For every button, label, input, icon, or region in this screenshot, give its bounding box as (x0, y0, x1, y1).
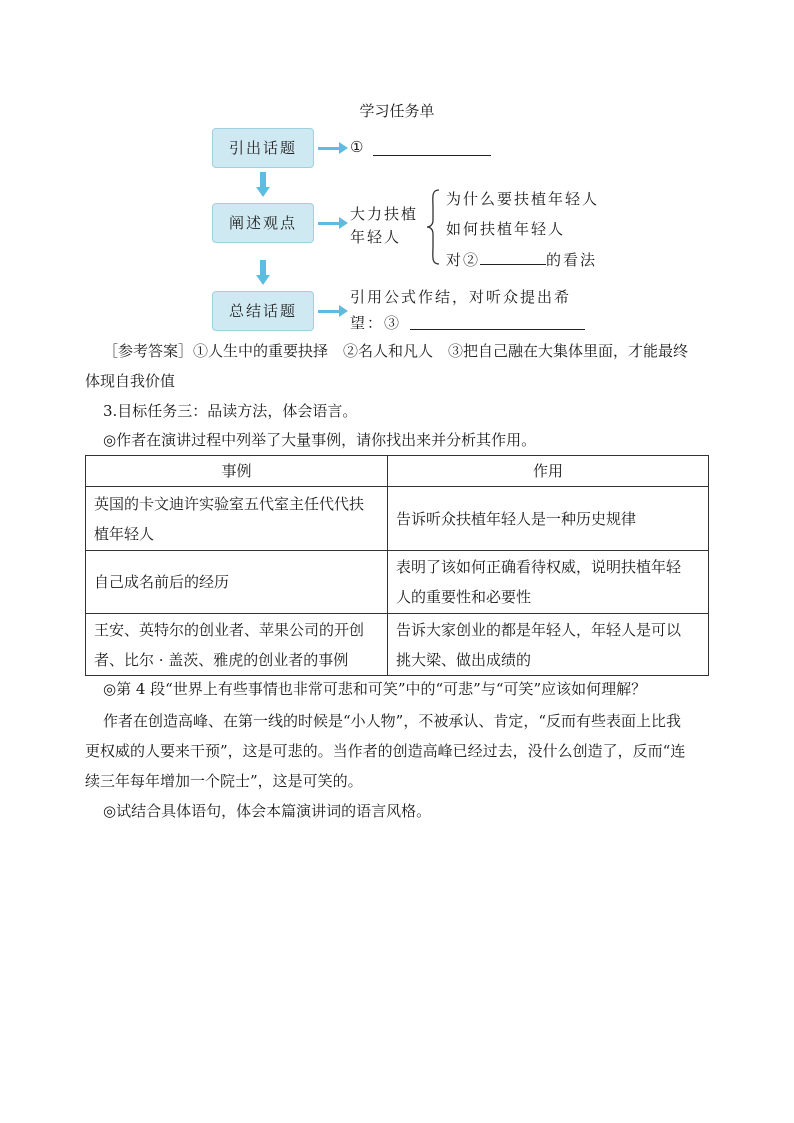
table-cell-effect: 告诉听众扶植年轻人是一种历史规律 (388, 487, 709, 551)
box-summarize-topic: 总结话题 (212, 291, 314, 331)
answer-2-line1: 作者在创造高峰、在第一线的时候是“小人物”，不被承认、肯定，“反而有些表面上比我 (103, 712, 682, 730)
blank-1-label: ① (350, 138, 366, 156)
middle-label-line2: 年轻人 (350, 228, 402, 246)
header-effect: 作用 (388, 456, 709, 487)
box-state-view: 阐述观点 (212, 203, 314, 243)
branch-view (446, 249, 597, 270)
table-cell-effect: 表明了该如何正确看待权威，说明扶植年轻 人的重要性和必要性 (388, 551, 709, 614)
branch-view-suffix: 的看法 (546, 251, 598, 269)
arrow-right-icon (318, 222, 340, 225)
answer-2-line3: 续三年每年增加一个院士”，这是可笑的。 (85, 772, 363, 790)
question-2: ◎第 4 段“世界上有些事情也非常可悲和可笑”中的“可悲”与“可笑”应该如何理解？ (103, 680, 647, 698)
summary-line1: 引用公式作结，对听众提出希 (350, 288, 572, 306)
table-row (86, 551, 709, 614)
branch-how: 如何扶植年轻人 (446, 220, 566, 238)
examples-table (85, 455, 709, 676)
blank-3-line (410, 329, 585, 330)
worksheet-title: 学习任务单 (359, 102, 435, 120)
table-cell-example: 英国的卡文迪许实验室五代室主任代代扶 植年轻人 (86, 487, 388, 551)
blank-1-line (373, 155, 491, 156)
middle-label-line1: 大力扶植 (350, 205, 419, 223)
task-3-heading: 3.目标任务三：品读方法，体会语言。 (103, 402, 358, 420)
curly-brace-icon (425, 188, 443, 266)
table-cell-example: 王安、英特尔的创业者、苹果公司的开创 者、比尔 · 盖茨、雅虎的创业者的事例 (86, 614, 388, 676)
header-example: 事例 (86, 456, 388, 487)
branch-why: 为什么要扶植年轻人 (446, 190, 600, 208)
blank-2-line (480, 250, 546, 265)
arrow-right-icon (318, 147, 340, 150)
arrow-right-icon (318, 310, 340, 313)
table-cell-example: 自己成名前后的经历 (86, 551, 388, 614)
table-row (86, 614, 709, 676)
arrow-down-icon (260, 172, 266, 188)
question-1: ◎作者在演讲过程中列举了大量事例，请你找出来并分析其作用。 (103, 431, 537, 449)
table-row (86, 487, 709, 551)
table-header-row (86, 456, 709, 487)
reference-answer: ［参考答案］①人生中的重要抉择 ②名人和凡人 ③把自己融在大集体里面，才能最终 (103, 342, 689, 360)
summary-line2: 望：③ (350, 314, 402, 332)
table-cell-effect: 告诉大家创业的都是年轻人，年轻人是可以 挑大梁、做出成绩的 (388, 614, 709, 676)
answer-2-line2: 更权威的人要来干预”，这是可悲的。当作者的创造高峰已经过去，没什么创造了，反而“连 (85, 742, 686, 760)
arrow-down-icon (260, 260, 266, 276)
reference-answer-cont: 体现自我价值 (85, 372, 176, 390)
question-3: ◎试结合具体语句，体会本篇演讲词的语言风格。 (103, 802, 432, 820)
box-introduce-topic: 引出话题 (212, 128, 314, 168)
branch-view-prefix: 对② (446, 251, 481, 269)
